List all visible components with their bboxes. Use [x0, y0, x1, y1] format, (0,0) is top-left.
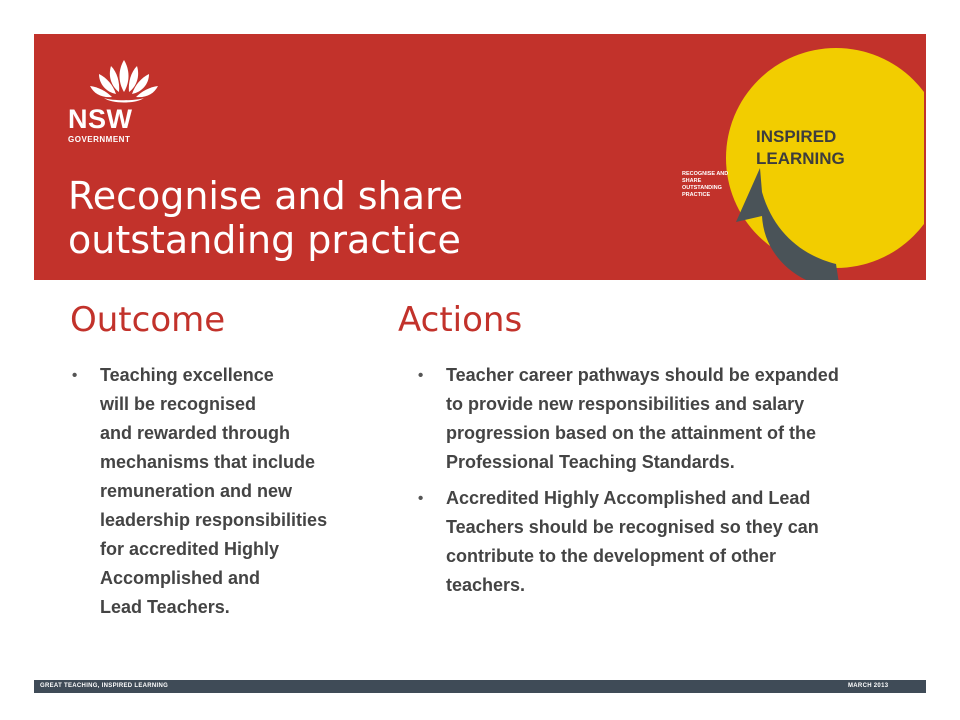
- nsw-government-logo: [68, 106, 133, 145]
- footer-tagline: GREAT TEACHING, INSPIRED LEARNING: [40, 683, 169, 689]
- logo-subtitle: GOVERNMENT: [68, 135, 131, 144]
- actions-list: [416, 361, 856, 607]
- action-bullet-1: • Teacher career pathways should be expanded to provide new responsibilities and salary progression based on the attainment of the Professional Teaching Standards.: [416, 361, 856, 477]
- logo-brand: NSW: [68, 104, 133, 134]
- outcome-heading: Outcome: [70, 300, 226, 340]
- page-title: [68, 174, 463, 262]
- footer-bar: [34, 680, 926, 693]
- footer-date: MARCH 2013: [848, 683, 889, 689]
- recognise-share-label: RECOGNISE AND SHARE OUTSTANDING PRACTICE: [682, 171, 729, 198]
- outcome-list: [70, 361, 370, 622]
- title-line-1: Recognise and share: [68, 174, 464, 218]
- actions-heading: Actions: [398, 300, 523, 340]
- inspired-learning-label: INSPIRED LEARNING: [756, 127, 845, 168]
- header-banner: [34, 34, 926, 280]
- title-line-2: outstanding practice: [68, 218, 461, 262]
- action-bullet-2: • Accredited Highly Accomplished and Lead Teachers should be recognised so they can contribute to the development of other teachers.: [416, 484, 856, 600]
- outcome-bullet-1: • Teaching excellence will be recognised and rewarded through mechanisms that include remuneration and new leadership responsibilities for accredited Highly Accomplished and Lead Teachers.: [70, 361, 370, 622]
